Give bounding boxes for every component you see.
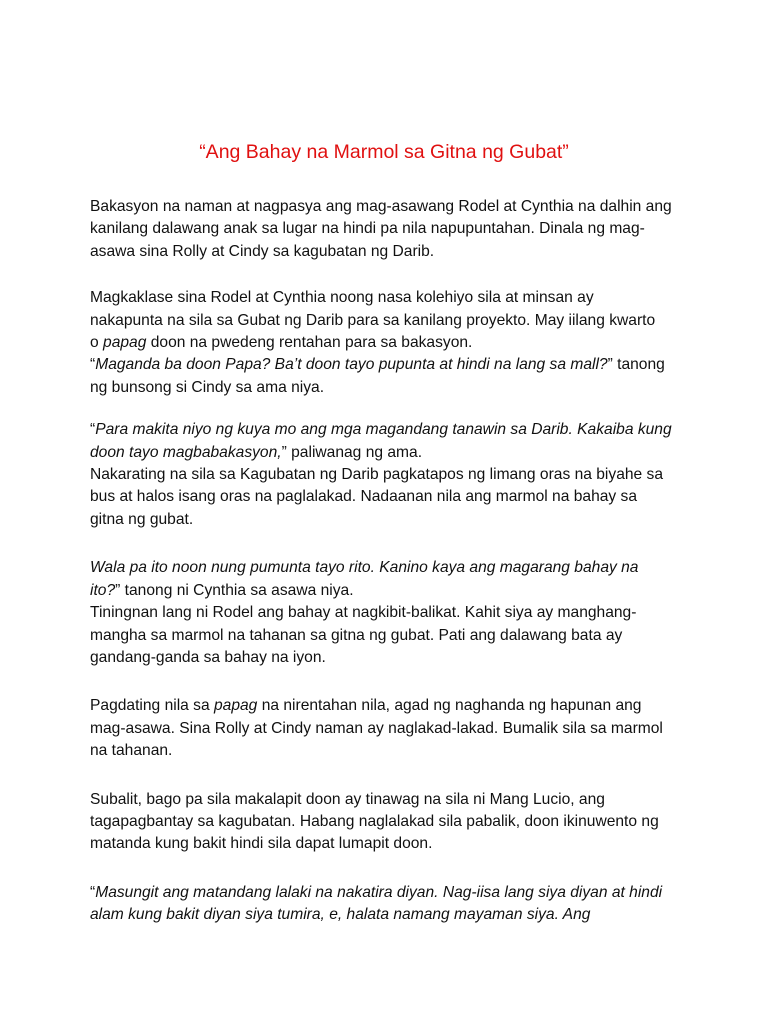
text-run: “ <box>90 356 96 374</box>
text-run: gitna ng gubat. <box>90 510 194 528</box>
paragraph <box>90 882 690 927</box>
italic-text: Para makita niyo ng kuya mo ang mga magandang tanawin sa Darib. Kakaiba kung <box>95 421 672 439</box>
paragraph <box>90 287 690 399</box>
text-run: Magkaklase sina Rodel at Cynthia noong nasa kolehiyo sila at minsan ay <box>90 289 594 307</box>
text-run: Nakarating na sila sa Kagubatan ng Darib pagkatapos ng limang oras na biyahe sa <box>90 466 664 484</box>
text-line <box>90 557 690 579</box>
text-line <box>90 419 690 441</box>
italic-text: alam kung bakit diyan siya tumira, e, halata namang mayaman siya. Ang <box>90 906 591 924</box>
text-run: Tiningnan lang ni Rodel ang bahay at nagkibit-balikat. Kahit siya ay manghang- <box>90 604 637 622</box>
text-line <box>90 602 690 624</box>
paragraph <box>90 789 690 856</box>
italic-text: papag <box>103 334 147 352</box>
text-run: “ <box>90 421 96 439</box>
paragraph <box>90 557 690 669</box>
text-line <box>90 647 690 669</box>
paragraph <box>90 695 690 762</box>
text-line <box>90 882 690 904</box>
text-run: ng bunsong si Cindy sa ama niya. <box>90 378 325 396</box>
italic-text: ito? <box>90 581 116 599</box>
text-line <box>90 464 690 486</box>
text-run: nakapunta na sila sa Gubat ng Darib para sa kanilang proyekto. May iilang kwarto <box>90 311 656 329</box>
text-line <box>90 196 690 218</box>
italic-text: Wala pa ito noon nung pumunta tayo rito. Kanino kaya ang magarang bahay na <box>90 559 639 577</box>
text-run: ” tanong <box>607 356 665 374</box>
document-title: “Ang Bahay na Marmol sa Gitna ng Gubat” <box>199 141 569 163</box>
text-run: doon na pwedeng rentahan para sa bakasyon. <box>146 334 473 352</box>
text-run: kanilang dalawang anak sa lugar na hindi pa nila napupuntahan. Dinala ng mag- <box>90 220 645 238</box>
italic-text: doon tayo magbabakasyon, <box>90 443 282 461</box>
text-run: ” tanong ni Cynthia sa asawa niya. <box>115 581 354 599</box>
italic-text: papag <box>213 697 258 715</box>
document-body <box>90 196 690 951</box>
text-run: gandang-ganda sa bahay na iyon. <box>90 648 326 666</box>
text-run: tagapagbantay sa kagubatan. Habang naglalakad sila pabalik, doon ikinuwento ng <box>90 812 659 830</box>
text-run: Bakasyon na naman at nagpasya ang mag-asawang Rodel at Cynthia na dalhin ang <box>90 198 672 215</box>
text-line <box>90 332 690 354</box>
text-run: na tahanan. <box>90 742 173 760</box>
text-line <box>90 695 690 717</box>
text-line <box>90 509 690 531</box>
text-line <box>90 718 690 740</box>
text-line <box>90 486 690 508</box>
text-run: mangha sa marmol na tahanan sa gitna ng gubat. Pati ang dalawang bata ay <box>90 626 623 644</box>
text-run: bus at halos isang oras na paglalakad. Nadaanan nila ang marmol na bahay sa <box>90 488 638 506</box>
italic-text: Masungit ang matandang lalaki na nakatira diyan. Nag-iisa lang siya diyan at hindi <box>95 883 663 901</box>
text-run: Subalit, bago pa sila makalapit doon ay tinawag na sila ni Mang Lucio, ang <box>90 790 605 808</box>
text-line <box>90 354 690 376</box>
text-line <box>90 833 690 855</box>
text-line <box>90 310 690 332</box>
text-run: mag-asawa. Sina Rolly at Cindy naman ay naglakad-lakad. Bumalik sila sa marmol <box>90 719 663 737</box>
text-run: na nirentahan nila, agad ng naghanda ng hapunan ang <box>257 697 642 715</box>
text-line <box>90 625 690 647</box>
text-run: o <box>90 334 104 352</box>
paragraph <box>90 419 690 531</box>
text-run: Pagdating nila sa <box>90 697 214 715</box>
paragraph <box>90 196 690 263</box>
text-line <box>90 377 690 399</box>
text-line <box>90 442 690 464</box>
text-line <box>90 287 690 309</box>
text-line <box>90 789 690 811</box>
text-line <box>90 811 690 833</box>
text-line <box>90 904 690 926</box>
text-run: ” paliwanag ng ama. <box>281 443 423 461</box>
text-line <box>90 580 690 602</box>
text-run: “ <box>90 883 96 901</box>
text-run: asawa sina Rolly at Cindy sa kagubatan ng Darib. <box>90 242 435 260</box>
text-line <box>90 218 690 240</box>
text-run: matanda kung bakit hindi sila dapat lumapit doon. <box>90 835 433 853</box>
text-line <box>90 241 690 263</box>
italic-text: Maganda ba doon Papa? Ba’t doon tayo pupunta at hindi na lang sa mall? <box>95 356 608 374</box>
text-line <box>90 740 690 762</box>
